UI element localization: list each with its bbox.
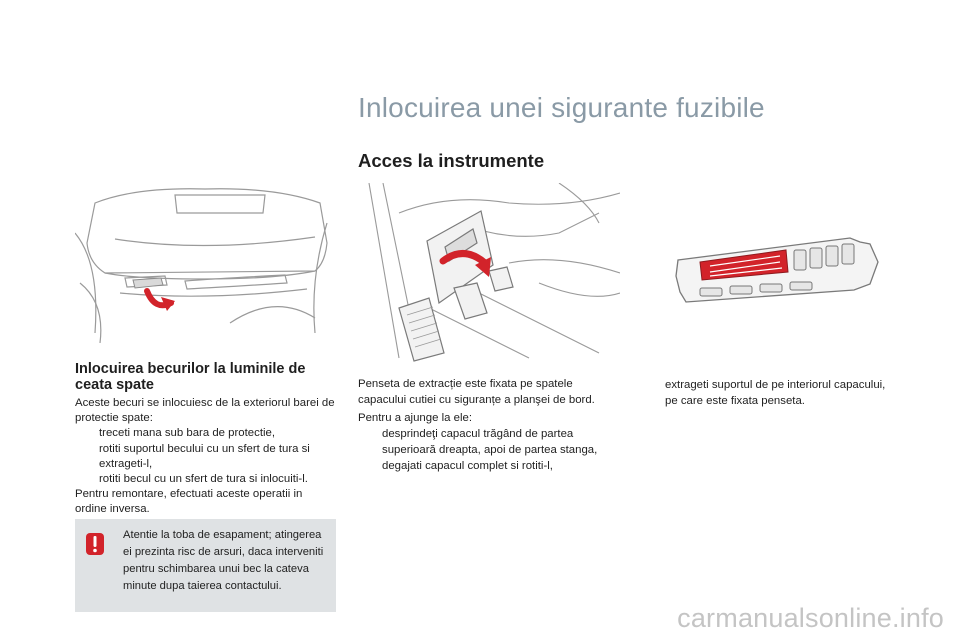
left-outro: Pentru remontare, efectuati aceste operatii in ordine inversa. (75, 488, 303, 516)
rear-bumper-illustration (75, 183, 335, 343)
bullet-text: degajati capacul complet si rotiti-l, (382, 460, 553, 472)
warning-box (75, 519, 336, 612)
bullet-text: treceti mana sub bara de protectie, (99, 427, 276, 440)
bullet-text: extrageti suportul de pe interiorul capacului, pe care este fixata penseta. (665, 379, 886, 407)
right-body (641, 377, 886, 409)
bullet-text: rotiti suportul becului cu un sfert de tura si extrageti-l, (99, 442, 310, 470)
left-body (75, 396, 337, 518)
dashboard-fusebox-illustration (359, 183, 620, 363)
list-item (75, 442, 337, 472)
warning-icon (86, 533, 104, 555)
list-item (75, 472, 337, 487)
left-intro: Aceste becuri se inlocuiesc de la exteriorul barei de protectie spate: (75, 397, 335, 425)
middle-body (358, 376, 620, 474)
fog-lamp-subtitle: Inlocuirea becurilor la luminile de ceata spate (75, 361, 306, 393)
list-item (75, 426, 337, 441)
warning-text: Atentie la toba de esapament; atingerea ei prezinta risc de arsuri, daca interveniti pentru schimbarea unui bec la cateva minute dupa taierea contactului. (123, 529, 324, 592)
list-item (358, 426, 620, 458)
list-item (641, 377, 886, 409)
section-title: Acces la instrumente (358, 150, 545, 171)
middle-para-1: Penseta de extracție este fixata pe spatele capacului cutiei cu siguranțe a planşei de bord. (358, 378, 595, 406)
page-title: Inlocuirea unei sigurante fuzibile (358, 92, 765, 123)
bullet-text: rotiti becul cu un sfert de tura si inlocuiti-l. (99, 473, 308, 486)
middle-para-2: Pentru a ajunge la ele: (358, 412, 472, 424)
fuse-cover-tweezers-illustration (670, 232, 890, 312)
watermark: carmanualsonline.info (677, 603, 944, 633)
list-item (358, 458, 620, 474)
bullet-text: desprindeţi capacul trăgând de partea superioară dreapta, apoi de partea stanga, (382, 428, 598, 456)
